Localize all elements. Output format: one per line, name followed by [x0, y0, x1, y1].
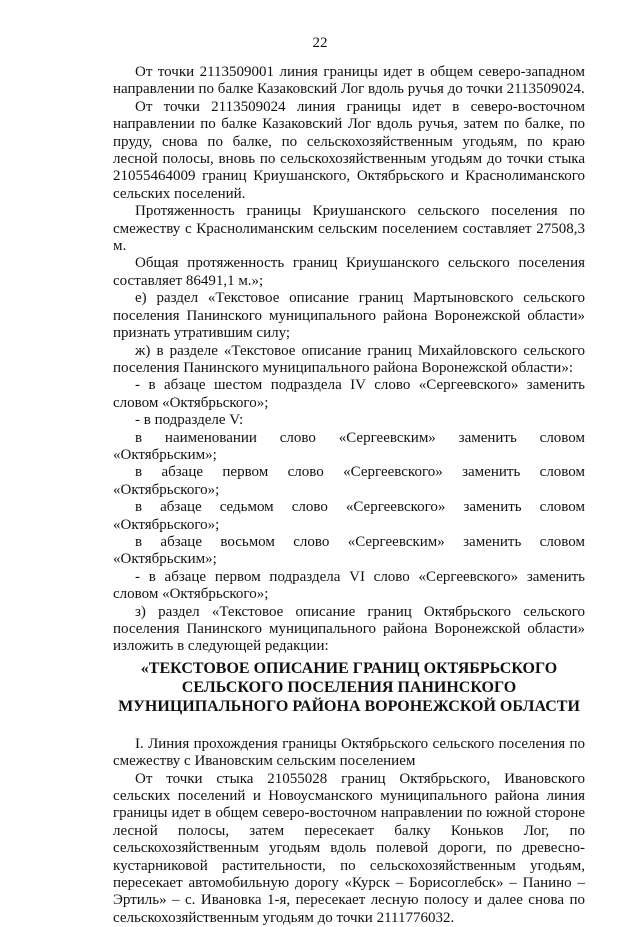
paragraph: - в подразделе V: [135, 412, 244, 429]
paragraph: От точки стыка 21055028 границ Октябрьского, Ивановского сельских поселений и Новоусманского муниципального района линия границы идет в общем северо-восточном направлении по южной стороне лесной полосы, затем пересекает балку Коньков Лог, по сельскохозяйственным угодьям вдоль полевой дороги, по древесно-кустарниковой растительности, по сельскохозяйственным угодьям, пересекает автомобильную дорогу «Курск – Борисоглебск» – Панино – Эртиль» – с. Ивановка 1-я, пересекает лесную полосу и далее снова по сельскохозяйственным угодьям до точки 2111776032. [113, 770, 585, 926]
spacer [113, 716, 585, 736]
paragraph: От точки 2113509001 линия границы идет в общем северо-западном направлении по балке Казаковский Лог вдоль ручья до точки 2113509024. [113, 64, 585, 98]
paragraph: з) раздел «Текстовое описание границ Октябрьского сельского поселения Панинского муниципального района Воронежской области» изложить в следующей редакции: [113, 603, 585, 655]
paragraph: - в абзаце первом подраздела VI слово «Сергеевского» заменить словом «Октябрьского»; [113, 568, 585, 603]
section-title: «ТЕКСТОВОЕ ОПИСАНИЕ ГРАНИЦ ОКТЯБРЬСКОГО СЕЛЬСКОГО ПОСЕЛЕНИЯ ПАНИНСКОГО МУНИЦИПАЛЬНОГО РАЙОНА ВОРОНЕЖСКОЙ ОБЛАСТИ [118, 659, 580, 715]
page-number: 22 [312, 35, 328, 51]
paragraph: в наименовании слово «Сергеевским» заменить словом «Октябрьским»; [113, 429, 585, 463]
paragraph: Протяженность границы Криушанского сельского поселения по смежеству с Краснолиманским сельским поселением составляет 27508,3 м. [113, 203, 585, 255]
paragraph: в абзаце восьмом слово «Сергеевским» заменить словом «Октябрьским»; [113, 533, 585, 568]
paragraph: Общая протяженность границ Криушанского сельского поселения составляет 86491,1 м.»; [113, 255, 585, 289]
subsection-heading: I. Линия прохождения границы Октябрьского сельского поселения по смежеству с Ивановским сельским поселением [113, 735, 585, 770]
paragraph: - в абзаце шестом подраздела IV слово «Сергеевского» заменить словом «Октябрьского»; [113, 377, 585, 411]
paragraph: в абзаце первом слово «Сергеевского» заменить словом «Октябрьского»; [113, 464, 585, 498]
paragraph: в абзаце седьмом слово «Сергеевского» заменить словом «Октябрьского»; [113, 499, 585, 533]
document-body [113, 64, 585, 927]
paragraph: е) раздел «Текстовое описание границ Мартыновского сельского поселения Панинского муниципального района Воронежской области» признать утратившим силу; [113, 290, 585, 342]
paragraph: От точки 2113509024 линия границы идет в северо-восточном направлении по балке Казаковский Лог вдоль ручья, затем по балке, по пруду, снова по балке, по сельскохозяйственным угодьям, по краю лесной полосы, вновь по сельскохозяйственным угодьям до точки стыка 21055464009 границ Криушанского, Октябрьского и Краснолиманского сельских поселений. [113, 98, 585, 202]
paragraph: ж) в разделе «Текстовое описание границ Михайловского сельского поселения Панинского муниципального района Воронежской области»: [113, 342, 585, 376]
